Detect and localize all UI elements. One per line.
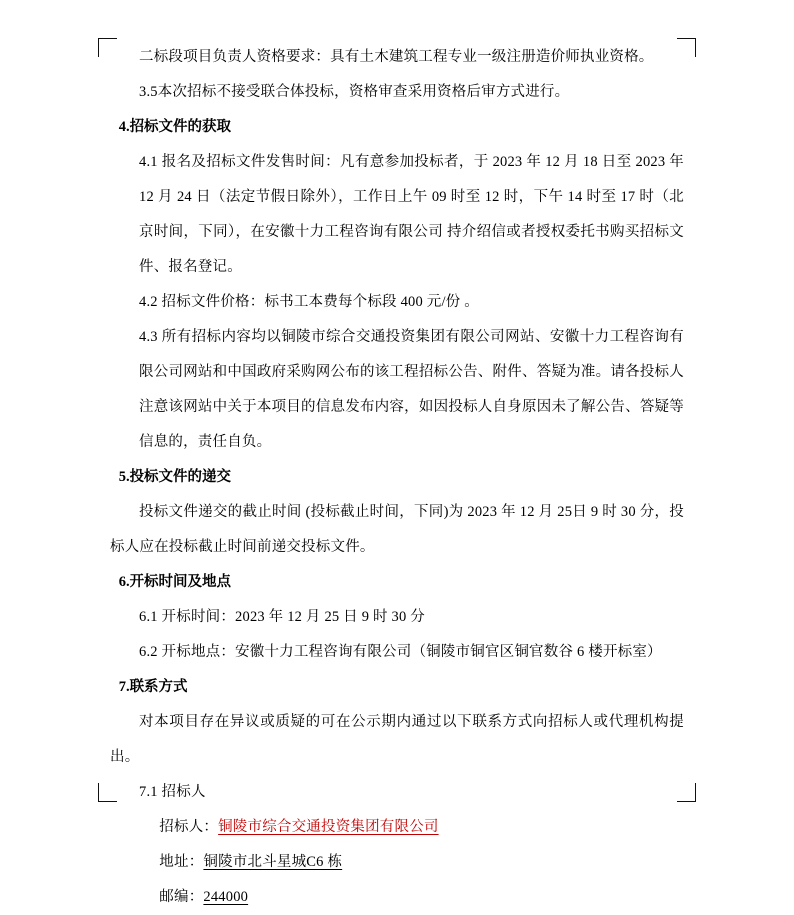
contact-postcode-value: 244000 <box>203 889 249 905</box>
contact-tenderer-label: 招标人： <box>159 819 219 835</box>
contact-tenderer <box>110 810 684 845</box>
crop-mark-bottom-right <box>677 783 696 802</box>
crop-mark-top-right <box>677 38 696 57</box>
contact-address-value: 铜陵市北斗星城C6 栋 <box>203 854 343 870</box>
heading-6: 6.开标时间及地点 <box>118 574 232 590</box>
contact-postcode-label: 邮编： <box>159 889 204 905</box>
contact-tenderer-value: 铜陵市综合交通投资集团有限公司 <box>218 819 439 835</box>
contact-address-label: 地址： <box>159 854 204 870</box>
crop-mark-bottom-left <box>98 783 117 802</box>
paragraph-6-1: 6.1 开标时间：2023 年 12 月 25 日 9 时 30 分 <box>139 609 425 625</box>
paragraph-4-2: 4.2 招标文件价格：标书工本费每个标段 400 元/份 。 <box>139 294 479 310</box>
paragraph-qualification: 二标段项目负责人资格要求：具有土木建筑工程专业一级注册造价师执业资格。 <box>139 49 654 65</box>
paragraph-3-5: 3.5本次招标不接受联合体投标，资格审查采用资格后审方式进行。 <box>139 84 570 100</box>
heading-7: 7.联系方式 <box>118 679 188 695</box>
paragraph-7-body: 对本项目存在异议或质疑的可在公示期内通过以下联系方式向招标人或代理机构提出。 <box>110 714 684 765</box>
contact-postcode <box>110 880 684 915</box>
heading-5: 5.投标文件的递交 <box>118 469 232 485</box>
crop-mark-top-left <box>98 38 117 57</box>
heading-4: 4.招标文件的获取 <box>118 119 232 135</box>
paragraph-7-1: 7.1 招标人 <box>139 784 206 800</box>
paragraph-6-2: 6.2 开标地点：安徽十力工程咨询有限公司（铜陵市铜官区铜官数谷 6 楼开标室） <box>139 644 662 660</box>
paragraph-5-body: 投标文件递交的截止时间 (投标截止时间，下同)为 2023 年 12 月 25日 9 时 30 分，投标人应在投标截止时间前递交投标文件。 <box>110 504 684 555</box>
contact-address <box>110 845 684 880</box>
paragraph-4-3: 4.3 所有招标内容均以铜陵市综合交通投资集团有限公司网站、安徽十力工程咨询有限公司网站和中国政府采购网公布的该工程招标公告、附件、答疑为准。请各投标人注意该网站中关于本项目的信息发布内容，如因投标人自身原因未了解公告、答疑等信息的，责任自负。 <box>139 329 684 450</box>
paragraph-4-1: 4.1 报名及招标文件发售时间：凡有意参加投标者，于 2023 年 12 月 18 日至 2023 年 12 月 24 日（法定节假日除外），工作日上午 09 时至 12 时，下午 14 时至 17 时（北京时间，下同），在安徽十力工程咨询有限公司 持介绍信或者授权委托书购买招标文件、报名登记。 <box>139 154 684 275</box>
